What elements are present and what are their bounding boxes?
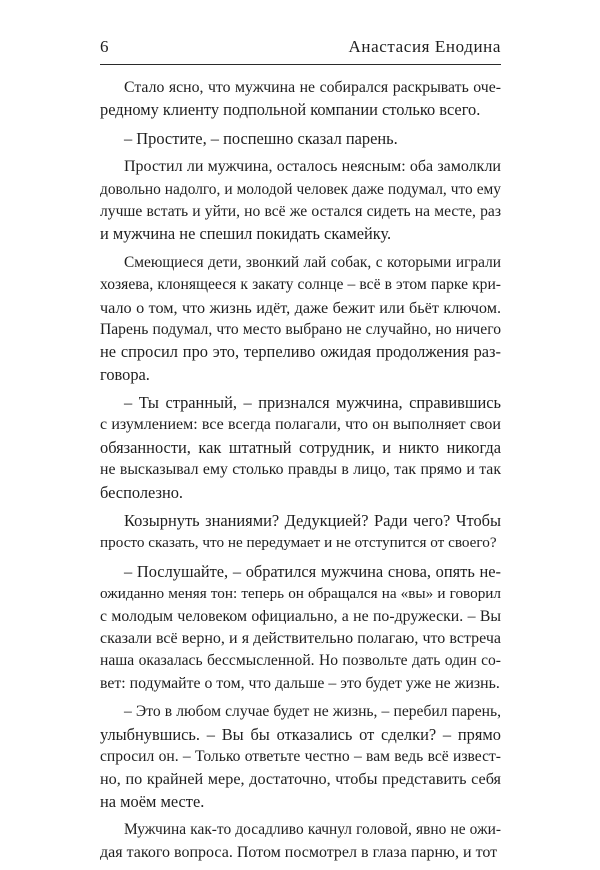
text-line: не спросил про это, терпеливо ожидая продолжения раз- (100, 342, 501, 362)
text-line: Стало ясно, что мужчина не собирался раскрывать оче- (124, 79, 501, 96)
text-line: Простил ли мужчина, осталось неясным: оба замолкли (124, 158, 501, 176)
page-number: 6 (100, 37, 109, 56)
text-line: хозяева, клонящееся к закату солнце – всё в этом парке кри- (100, 276, 501, 294)
text-line: на моём месте. (100, 791, 205, 811)
text-line: дая такого вопроса. Потом посмотрел в глаза парню, и тот (100, 843, 498, 861)
text-line: и мужчина не спешил покидать скамейку. (100, 224, 392, 244)
paragraph (100, 510, 501, 555)
text-line: довольно надолго, и молодой человек даже подумал, что ему (100, 180, 501, 198)
text-line: обязанности, как штатный сотрудник, и никто никогда (100, 437, 501, 457)
header-rule (100, 64, 501, 65)
paragraph (100, 561, 501, 695)
paragraph (100, 77, 501, 122)
page-header (100, 36, 501, 64)
text-line: ожиданно меняя тон: теперь он обращался на «вы» и говорил (100, 585, 501, 603)
paragraph (100, 701, 501, 813)
text-line: наша оказалась бессмысленной. Но позвольте дать один со- (100, 652, 501, 670)
text-line: спросил он. – Только ответьте честно – вам ведь всё извест- (100, 747, 501, 765)
text-line: говора. (100, 364, 150, 384)
paragraph (100, 252, 501, 386)
running-head-author: Анастасия Енодина (348, 37, 501, 56)
text-line: сказали всё верно, и я действительно полагаю, что встреча (100, 629, 501, 647)
text-line: Парень подумал, что место выбрано не случайно, но ничего (100, 320, 501, 338)
text-line: лучше встать и уйти, но всё же остался сидеть на месте, раз (100, 202, 501, 220)
text-line: – Простите, – поспешно сказал парень. (124, 128, 398, 148)
text-line: с изумлением: все всегда полагали, что он выполняет свои (100, 416, 501, 434)
text-line: Козырнуть знаниями? Дедукцией? Ради чего? Чтобы (124, 511, 501, 531)
text-line: не высказывал ему столько правды в лицо, так прямо и так (100, 461, 501, 479)
paragraph (100, 819, 501, 864)
paragraph (100, 156, 501, 246)
text-line: – Послушайте, – обратился мужчина снова, опять не- (124, 561, 501, 581)
text-line: Мужчина как-то досадливо качнул головой, явно не ожи- (124, 821, 501, 839)
paragraph (100, 128, 501, 150)
text-line: чало о том, что жизнь идёт, даже бежит или бьёт ключом. (100, 298, 501, 317)
page-body-text (100, 77, 501, 870)
text-line: но, по крайней мере, достаточно, чтобы представить себя (100, 770, 501, 789)
paragraph (100, 392, 501, 504)
text-line: просто сказать, что не передумает и не отступится от своего? (100, 534, 497, 552)
text-line: вет: подумайте о том, что дальше – это будет уже не жизнь. (100, 674, 500, 692)
text-line: с молодым человеком официально, а не по-дружески. – Вы (100, 607, 501, 625)
text-line: – Это в любом случае будет не жизнь, – перебил парень, (124, 703, 501, 721)
text-line: редному клиенту подпольной компании столько всего. (100, 100, 481, 120)
text-line: улыбнувшись. – Вы бы отказались от сделки? – прямо (100, 724, 501, 744)
text-line: – Ты странный, – признался мужчина, справившись (124, 393, 501, 413)
text-line: Смеющиеся дети, звонкий лай собак, с которыми играли (124, 253, 501, 271)
text-line: бесполезно. (100, 482, 184, 502)
